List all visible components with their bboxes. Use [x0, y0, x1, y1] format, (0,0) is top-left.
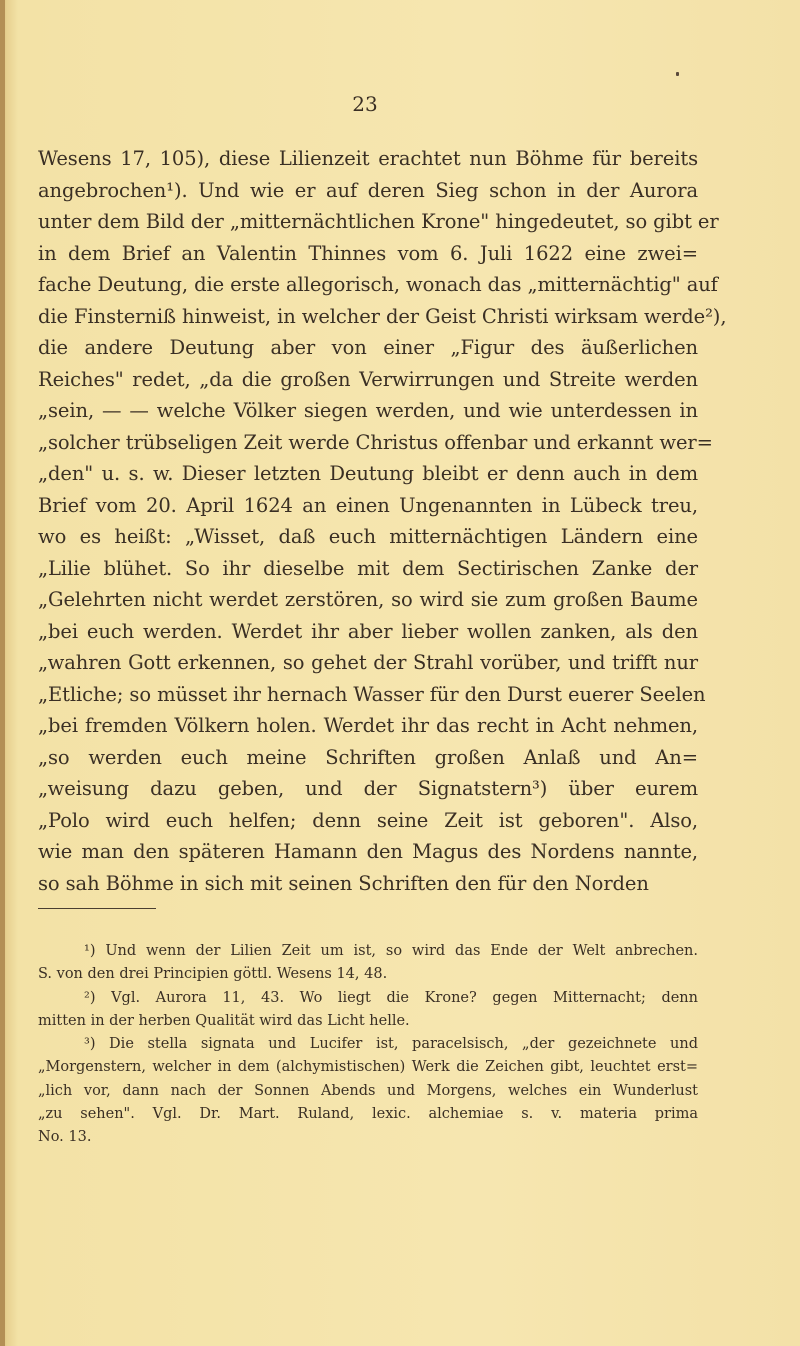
text-line: die andere Deutung aber von einer „Figur des äußerlichen — [38, 336, 698, 359]
text-line: in dem Brief an Valentin Thinnes vom 6. Juli 1622 eine zwei= — [38, 241, 698, 265]
text-line: Brief vom 20. April 1624 an einen Ungenannten in Lübeck treu, — [38, 493, 698, 517]
text-line: „so werden euch meine Schriften großen Anlaß und An= — [38, 745, 698, 769]
text-line: die Finsterniß hinweist, in welcher der Geist Christi wirksam werde²), — [38, 304, 727, 328]
footnote-3-line: „zu sehen". Vgl. Dr. Mart. Ruland, lexic. alchemiae s. v. materia prima — [38, 1106, 698, 1123]
footnotes — [38, 940, 698, 1150]
text-line: „Gelehrten nicht werdet zerstören, so wird sie zum großen Baume — [38, 588, 698, 611]
footnote-3-line: No. 13. — [38, 1129, 92, 1146]
page-binding-edge — [0, 0, 5, 1346]
footnote-1-line: S. von den drei Principien göttl. Wesens 14, 48. — [38, 966, 388, 983]
text-line: „solcher trübseligen Zeit werde Christus offenbar und erkannt wer= — [38, 430, 713, 454]
text-line: „weisung dazu geben, und der Signatstern³) über eurem — [38, 777, 698, 800]
footnote-3-line: „Morgenstern, welcher in dem (alchymistischen) Werk die Zeichen gibt, leuchtet erst= — [38, 1059, 698, 1076]
text-line: Reiches" redet, „da die großen Verwirrungen und Streite werden — [38, 367, 698, 391]
text-line: „sein, — — welche Völker siegen werden, und wie unterdessen in — [38, 399, 698, 422]
text-line: „bei euch werden. Werdet ihr aber lieber wollen zanken, als den — [38, 619, 698, 643]
text-line: „Etliche; so müsset ihr hernach Wasser für den Durst euerer Seelen — [38, 682, 706, 706]
text-line: „Lilie blühet. So ihr dieselbe mit dem Sectirischen Zanke der — [38, 556, 698, 580]
footnote-3-line: „lich vor, dann nach der Sonnen Abends und Morgens, welches ein Wunderlust — [38, 1082, 698, 1099]
text-line: Wesens 17, 105), diese Lilienzeit erachtet nun Böhme für bereits — [38, 147, 698, 170]
text-line: wie man den späteren Hamann den Magus des Nordens nannte, — [38, 840, 698, 863]
text-line: unter dem Bild der „mitternächtlichen Krone" hingedeutet, so gibt er — [38, 210, 719, 233]
page-number: 23 — [352, 92, 378, 116]
text-line: „bei fremden Völkern holen. Werdet ihr das recht in Acht nehmen, — [38, 714, 698, 737]
text-line: fache Deutung, die erste allegorisch, wonach das „mitternächtig" auf — [38, 273, 718, 296]
text-line: so sah Böhme in sich mit seinen Schriften den für den Norden — [38, 871, 649, 895]
text-line: „den" u. s. w. Dieser letzten Deutung bleibt er denn auch in dem — [38, 462, 698, 485]
main-text — [38, 143, 727, 899]
text-line: „Polo wird euch helfen; denn seine Zeit ist geboren". Also, — [38, 808, 698, 832]
text-line: „wahren Gott erkennen, so gehet der Strahl vorüber, und trifft nur — [38, 651, 698, 674]
footnote-2-line: ²) Vgl. Aurora 11, 43. Wo liegt die Krone? gegen Mitternacht; denn — [84, 989, 698, 1006]
text-line: angebrochen¹). Und wie er auf deren Sieg schon in der Aurora — [38, 178, 698, 202]
paper-speck — [676, 72, 679, 76]
footnote-separator — [38, 908, 156, 909]
footnote-3-line: ³) Die stella signata und Lucifer ist, paracelsisch, „der gezeichnete und — [84, 1036, 698, 1053]
footnote-1-line: ¹) Und wenn der Lilien Zeit um ist, so wird das Ende der Welt anbrechen. — [84, 943, 698, 959]
footnote-2-line: mitten in der herben Qualität wird das Licht helle. — [38, 1012, 410, 1029]
text-line: wo es heißt: „Wisset, daß euch mitternächtigen Ländern eine — [38, 525, 698, 548]
